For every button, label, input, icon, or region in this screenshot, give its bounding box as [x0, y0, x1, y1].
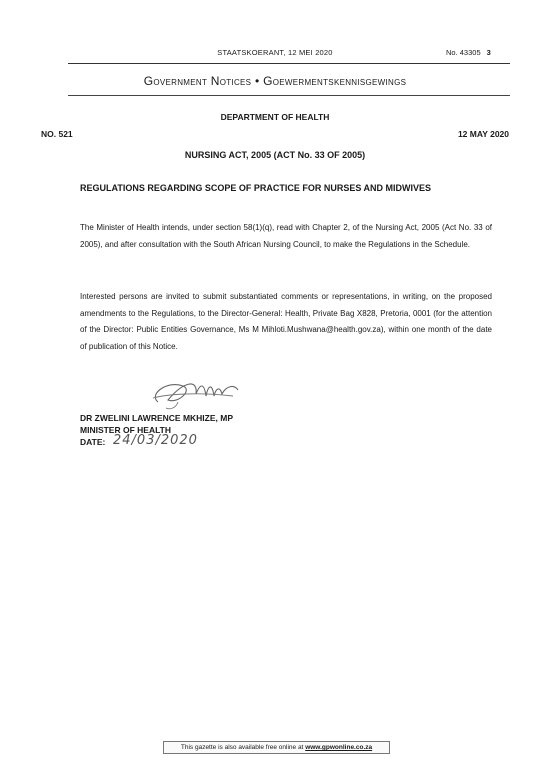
regulation-title: REGULATIONS REGARDING SCOPE OF PRACTICE FOR NURSES AND MIDWIVES: [80, 183, 432, 193]
section-rule: [68, 95, 510, 96]
section-title: Government Notices • Goewermentskennisgewings: [143, 74, 407, 88]
gazette-header: STAATSKOERANT, 12 MEI 2020: [217, 48, 333, 57]
department-heading: DEPARTMENT OF HEALTH: [220, 112, 330, 122]
signature-image: [138, 372, 248, 412]
footer-link[interactable]: www.gpwonline.co.za: [305, 744, 373, 751]
act-title: NURSING ACT, 2005 (ACT No. 33 OF 2005): [184, 150, 366, 160]
notice-number: NO. 521: [41, 129, 73, 139]
footer-banner: [163, 741, 390, 754]
paragraph-intent: The Minister of Health intends, under section 58(1)(q), read with Chapter 2, of the Nursing Act, 2005 (Act No. 33 of 2005), and after consultation with the South African Nursing Council, to make the Regulations in the Schedule.: [80, 223, 492, 249]
paragraph-comments: Interested persons are invited to submit substantiated comments or representations, in writing, on the proposed amendments to the Regulations, to the Director-General: Health, Private Bag X828, Pretoria, 0001 (for the attention of the Director: Public Entities Governance, Ms M Mihloti.Mushwana@health.gov.za), within one month of the date of publication of this Notice.: [80, 292, 492, 351]
page-number: 3: [486, 48, 491, 57]
gazette-issue-number: No. 43305: [446, 48, 481, 57]
signatory-name: DR ZWELINI LAWRENCE MKHIZE, MP: [80, 413, 233, 423]
footer-text: This gazette is also available free online at: [180, 744, 304, 751]
signatory-title: MINISTER OF HEALTH: [80, 425, 171, 435]
signature-date-handwritten: 24/03/2020: [113, 433, 198, 448]
gazette-number: [446, 48, 491, 57]
header-rule: [68, 63, 510, 64]
notice-date: 12 MAY 2020: [457, 129, 509, 139]
signature-date-label: DATE:: [80, 437, 106, 447]
